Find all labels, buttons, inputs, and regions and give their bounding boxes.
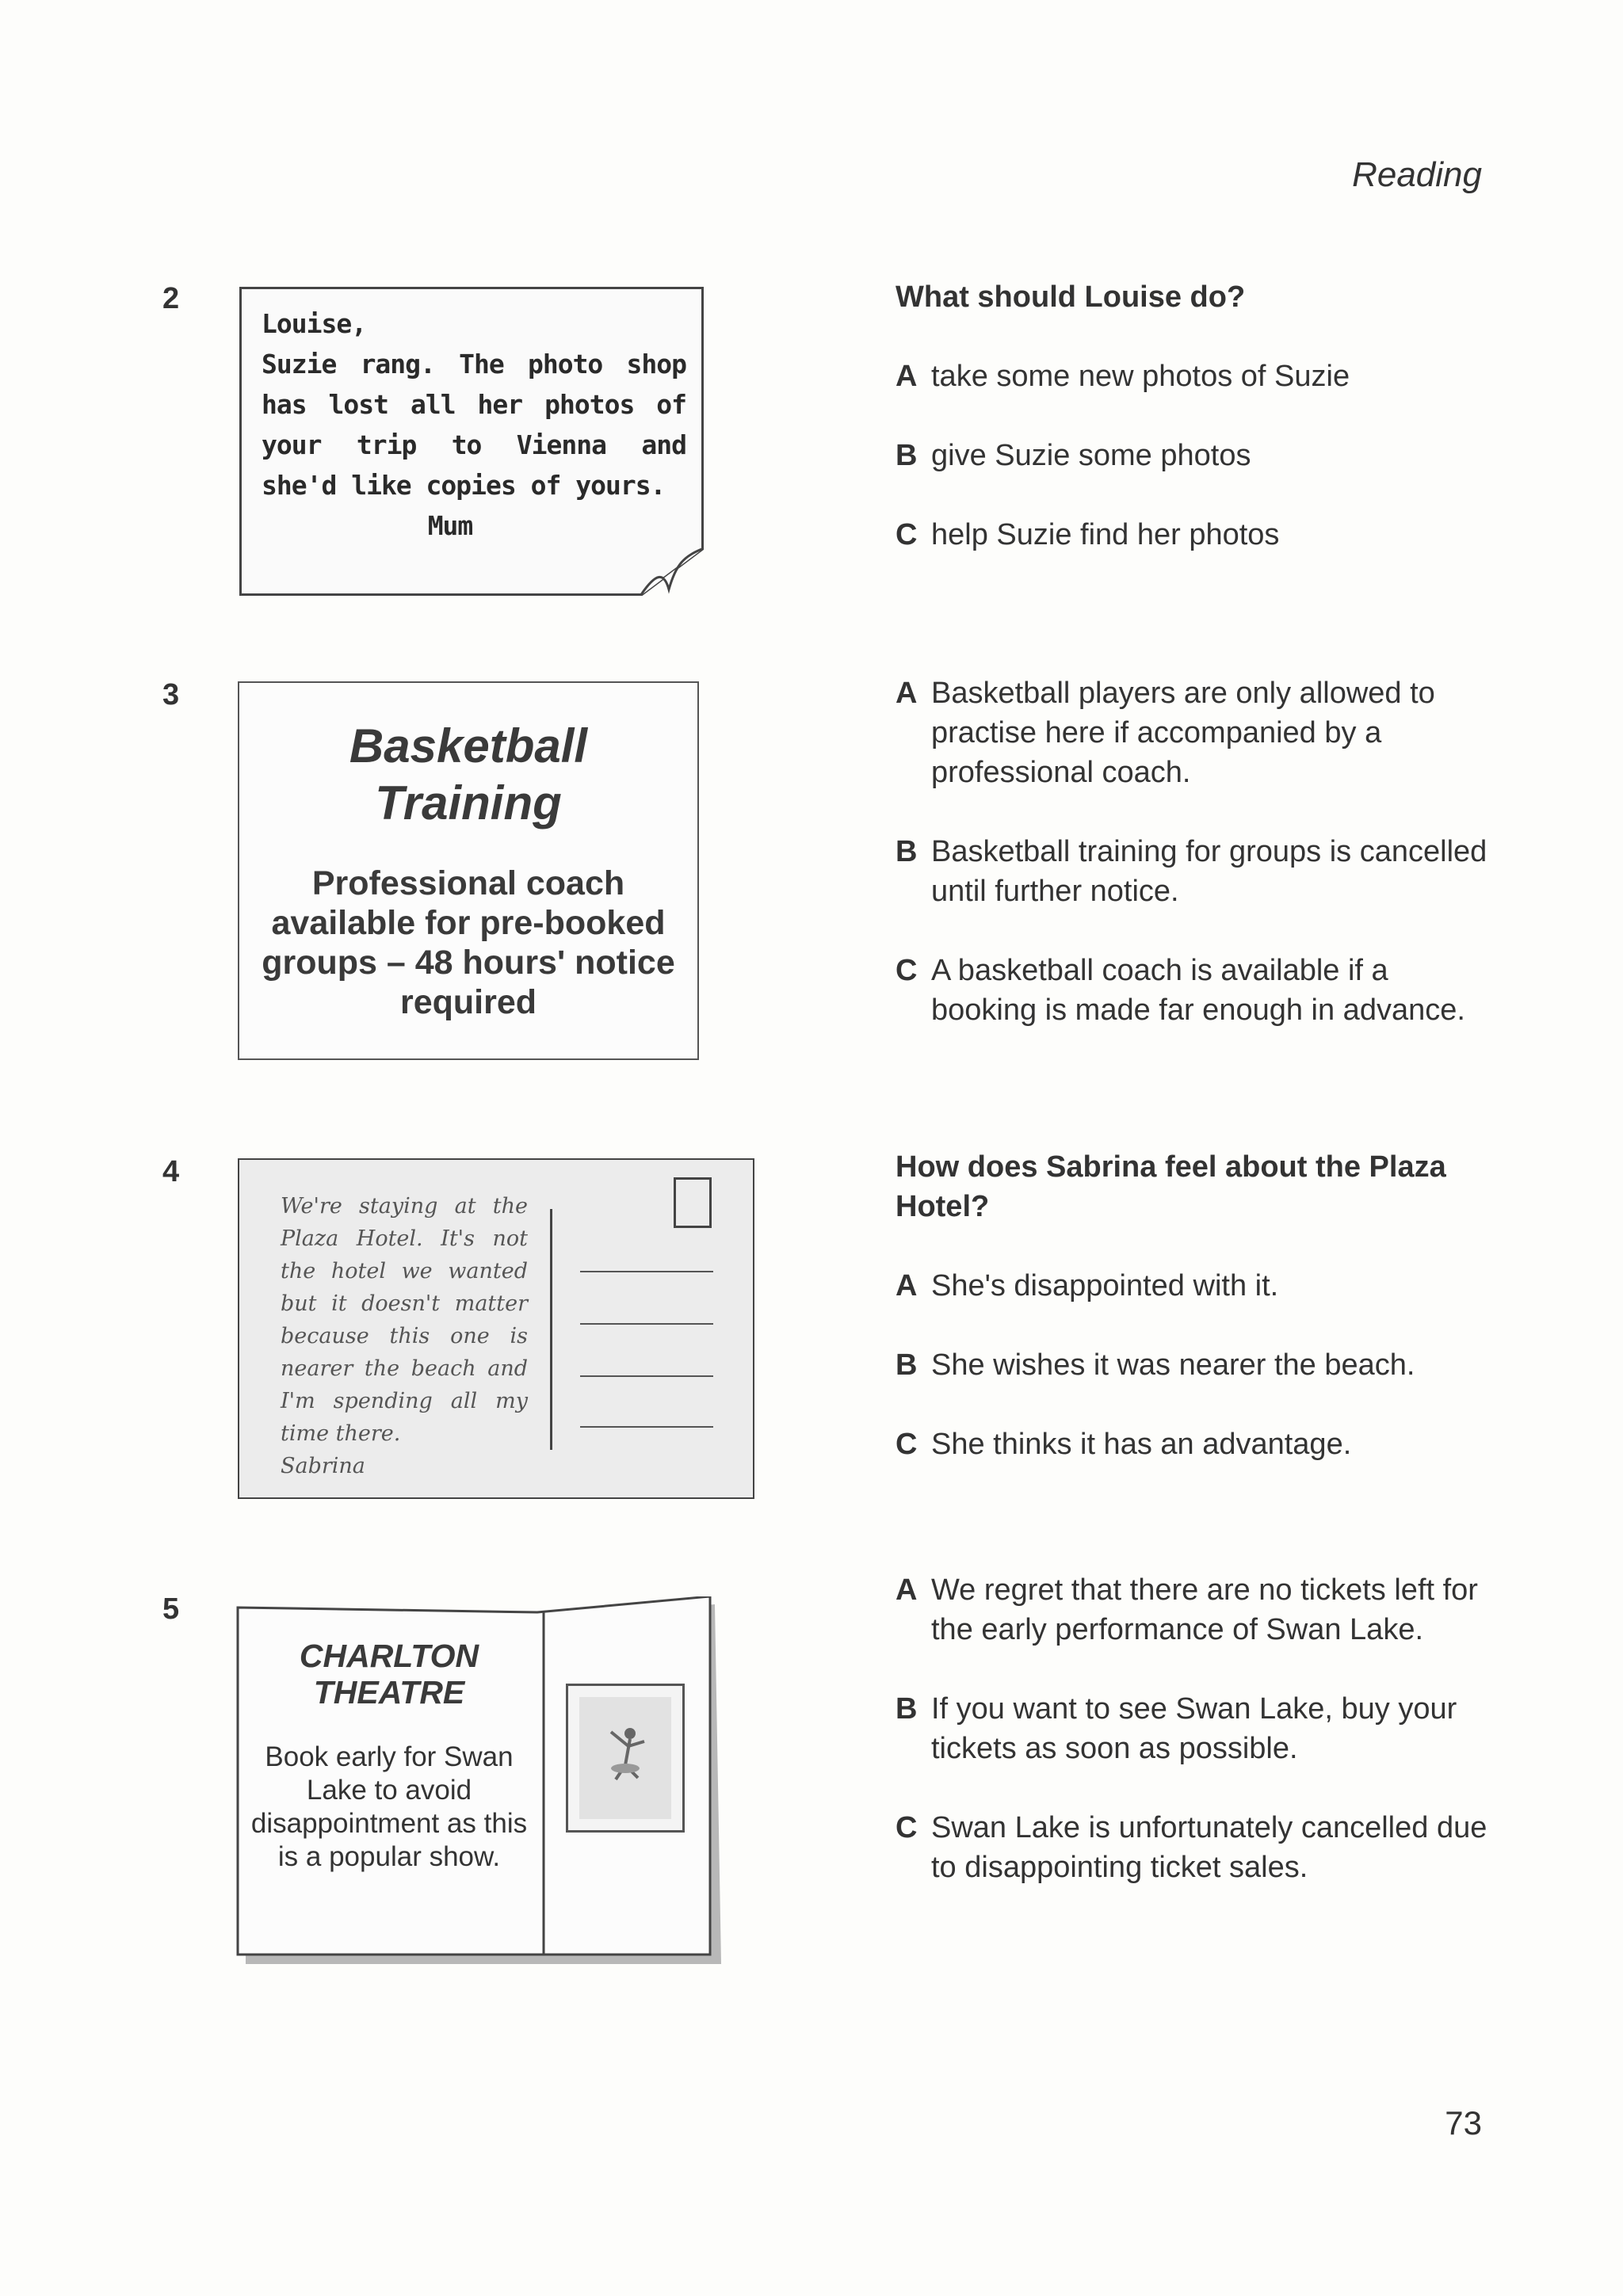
option-letter: B <box>896 439 918 472</box>
option-letter: A <box>896 677 918 710</box>
option-5-b[interactable] <box>896 1689 1506 1768</box>
option-text: take some new photos of Suzie <box>931 360 1350 393</box>
option-text: She wishes it was nearer the beach. <box>931 1348 1415 1382</box>
ballerina-picture <box>566 1684 685 1833</box>
option-text: A basketball coach is available if a booking is made far enough in advance. <box>931 954 1465 1027</box>
option-3-a[interactable] <box>896 673 1498 792</box>
option-text: give Suzie some photos <box>931 439 1251 472</box>
note-card <box>239 287 704 596</box>
address-line <box>580 1426 713 1428</box>
option-2-a[interactable] <box>896 357 1498 396</box>
option-text: If you want to see Swan Lake, buy your tickets as soon as possible. <box>931 1692 1457 1765</box>
option-2-b[interactable] <box>896 436 1498 475</box>
option-text: help Suzie find her photos <box>931 518 1280 551</box>
option-letter: B <box>896 835 918 868</box>
option-3-b[interactable] <box>896 832 1498 911</box>
postcard-divider <box>550 1209 552 1450</box>
sign-title <box>239 718 697 832</box>
option-letter: B <box>896 1348 918 1382</box>
ballerina-icon <box>568 1686 682 1830</box>
question-number-3: 3 <box>162 678 180 711</box>
option-letter: C <box>896 1811 918 1844</box>
option-letter: A <box>896 1269 918 1302</box>
option-letter: C <box>896 954 918 987</box>
option-4-c[interactable] <box>896 1425 1498 1464</box>
theatre-card <box>235 1596 726 1969</box>
option-3-c[interactable] <box>896 951 1498 1030</box>
card-title <box>235 1638 544 1711</box>
options-3 <box>896 673 1498 1030</box>
question-number-4: 4 <box>162 1155 180 1188</box>
sign-title-line-2: Training <box>375 776 562 830</box>
question-number-5: 5 <box>162 1592 180 1626</box>
note-body: Suzie rang. The photo shop has lost all her photos of your trip to Vienna and she'd like copies of yours. <box>262 349 686 501</box>
option-2-c[interactable] <box>896 515 1498 555</box>
option-text: She thinks it has an advantage. <box>931 1428 1352 1461</box>
question-stem-4: How does Sabrina feel about the Plaza Hotel? <box>896 1150 1446 1223</box>
section-title: Reading <box>1352 155 1482 194</box>
option-letter: A <box>896 360 918 393</box>
address-line <box>580 1375 713 1377</box>
option-letter: A <box>896 1573 918 1607</box>
address-line <box>580 1271 713 1272</box>
option-text: She's disappointed with it. <box>931 1269 1279 1302</box>
options-4 <box>896 1266 1498 1464</box>
card-body: Book early for Swan Lake to avoid disappointment as this is a popular show. <box>250 1741 528 1872</box>
sign-body: Professional coach available for pre-booked groups – 48 hours' notice required <box>262 864 675 1021</box>
option-text: Basketball training for groups is cancelled until further notice. <box>931 835 1487 908</box>
question-number-2: 2 <box>162 282 180 315</box>
option-text: We regret that there are no tickets left for the early performance of Swan Lake. <box>931 1573 1478 1646</box>
note-text <box>262 303 686 546</box>
options-2 <box>896 357 1498 555</box>
question-stem-2: What should Louise do? <box>896 280 1246 314</box>
option-letter: B <box>896 1692 918 1726</box>
notice-sign <box>238 681 699 1060</box>
sign-title-line-1: Basketball <box>349 719 588 772</box>
card-title-line-2: THEATRE <box>313 1674 465 1711</box>
postcard-message <box>281 1190 528 1482</box>
postcard-signature: Sabrina <box>281 1454 365 1478</box>
option-text: Basketball players are only allowed to practise here if accompanied by a professional coach. <box>931 677 1435 789</box>
address-line <box>580 1323 713 1325</box>
stamp-box <box>674 1177 712 1228</box>
page-number: 73 <box>1445 2104 1482 2142</box>
option-letter: C <box>896 1428 918 1461</box>
option-4-a[interactable] <box>896 1266 1498 1306</box>
option-letter: C <box>896 518 918 551</box>
note-signature: Mum <box>427 510 473 541</box>
option-4-b[interactable] <box>896 1345 1498 1385</box>
option-text: Swan Lake is unfortunately cancelled due to disappointing ticket sales. <box>931 1811 1487 1884</box>
option-5-a[interactable] <box>896 1570 1506 1650</box>
card-title-line-1: CHARLTON <box>299 1638 479 1674</box>
option-5-c[interactable] <box>896 1808 1506 1887</box>
postcard <box>238 1158 754 1499</box>
options-5 <box>896 1570 1506 1887</box>
postcard-body: We're staying at the Plaza Hotel. It's not the hotel we wanted but it doesn't matter because this one is nearer the beach and I'm spending all my time there. <box>281 1194 528 1446</box>
page-curl-icon <box>640 548 704 596</box>
note-greeting: Louise, <box>262 308 367 339</box>
